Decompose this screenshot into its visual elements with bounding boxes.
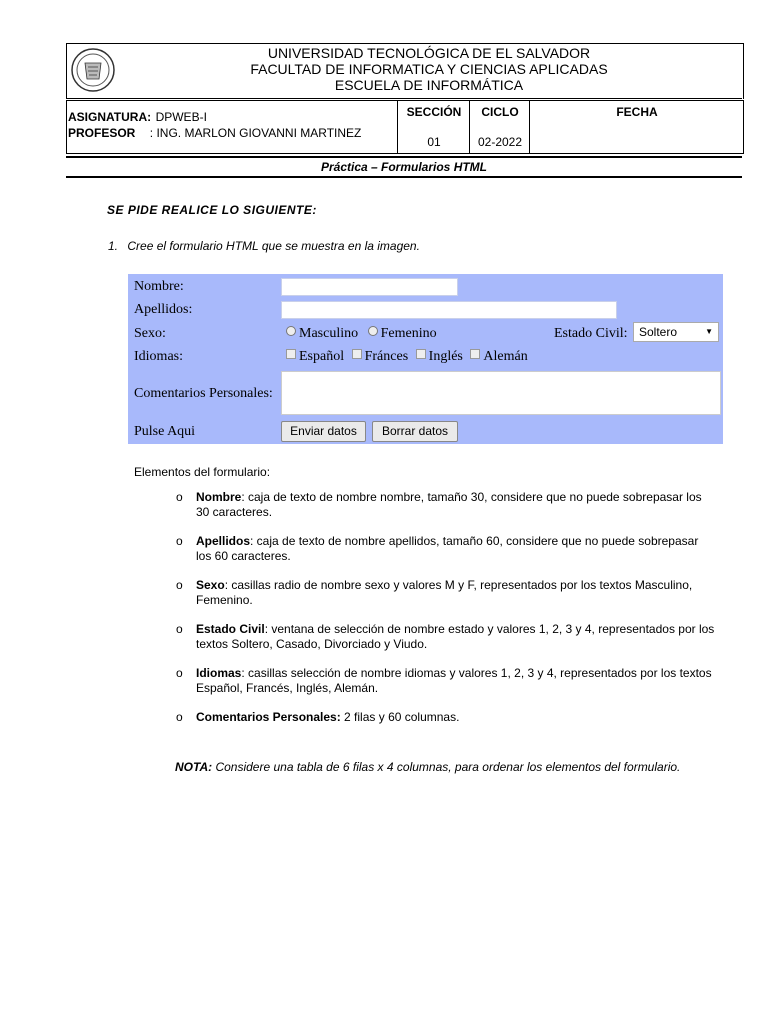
- idiomas-checkbox-group: [286, 349, 528, 365]
- elements-list: [176, 490, 716, 739]
- espanol-label: Español: [299, 349, 345, 364]
- pulse-aqui-label: Pulse Aqui: [134, 424, 196, 439]
- ingles-label: Inglés: [428, 349, 463, 364]
- item-description: : casillas selección de nombre idiomas y valores 1, 2, 3 y 4, representados por los textos Español, Francés, Inglés, Alemán.: [196, 666, 712, 695]
- item-name: Nombre: [196, 490, 242, 504]
- elements-heading: Elementos del formulario:: [134, 465, 271, 479]
- nota-paragraph: [175, 760, 680, 774]
- frances-label: Fránces: [364, 349, 409, 364]
- item-description: 2 filas y 60 columnas.: [340, 710, 460, 724]
- apellidos-label: Apellidos:: [134, 302, 193, 317]
- apellidos-input[interactable]: [281, 301, 617, 319]
- estado-civil-selected: Soltero: [639, 325, 678, 339]
- item-name: Apellidos: [196, 534, 251, 548]
- item-description: : casillas radio de nombre sexo y valores M y F, representados por los textos Masculino, Femenino.: [196, 578, 693, 607]
- enviar-datos-button[interactable]: Enviar datos: [281, 421, 366, 442]
- estado-civil-select[interactable]: [633, 322, 719, 342]
- item-number: 1.: [108, 239, 119, 253]
- profesor-label: PROFESOR: [68, 126, 136, 140]
- nombre-label: Nombre:: [134, 279, 184, 294]
- profesor-value: : ING. MARLON GIOVANNI MARTINEZ: [149, 126, 362, 140]
- item-description: : caja de texto de nombre nombre, tamaño 30, considere que no puede sobrepasar los 30 caracteres.: [196, 490, 702, 519]
- seccion-label: SECCIÓN: [406, 105, 462, 119]
- item-name: Sexo: [196, 578, 225, 592]
- university-seal-icon: [70, 47, 116, 93]
- ciclo-value: 02-2022: [477, 135, 523, 149]
- comentarios-label: Comentarios Personales:: [134, 386, 273, 401]
- asignatura-value: DPWEB-I: [155, 110, 207, 124]
- list-item-sexo: [176, 578, 716, 608]
- borrar-datos-button[interactable]: Borrar datos: [372, 421, 458, 442]
- aleman-checkbox[interactable]: [470, 349, 480, 359]
- masculino-radio[interactable]: [286, 326, 296, 336]
- ingles-checkbox[interactable]: [416, 349, 426, 359]
- femenino-radio[interactable]: [368, 326, 378, 336]
- list-item-nombre: [176, 490, 716, 520]
- nota-label: NOTA:: [175, 760, 213, 774]
- sexo-label: Sexo:: [134, 326, 166, 341]
- fecha-label: FECHA: [616, 105, 658, 119]
- masculino-label: Masculino: [299, 326, 359, 341]
- item-text: Cree el formulario HTML que se muestra en la imagen.: [127, 239, 420, 253]
- nombre-input[interactable]: [281, 278, 458, 296]
- list-item-estado-civil: [176, 622, 716, 652]
- list-item-apellidos: [176, 534, 716, 564]
- bullet: o: [176, 666, 183, 680]
- bullet: o: [176, 578, 183, 592]
- practica-title: Práctica – Formularios HTML: [66, 156, 742, 178]
- university-name: UNIVERSIDAD TECNOLÓGICA DE EL SALVADOR: [267, 45, 591, 61]
- list-item-comentarios: [176, 710, 716, 725]
- institution-title: [116, 45, 742, 93]
- item-description: : caja de texto de nombre apellidos, tamaño 60, considere que no puede sobrepasar los 60 caracteres.: [196, 534, 699, 563]
- bullet: o: [176, 622, 183, 636]
- asignatura-label: ASIGNATURA:: [68, 110, 152, 124]
- femenino-label: Femenino: [380, 326, 437, 341]
- list-item-idiomas: [176, 666, 716, 696]
- bullet: o: [176, 534, 183, 548]
- item-description: : ventana de selección de nombre estado y valores 1, 2, 3 y 4, representados por los textos Soltero, Casado, Divorciado y Viudo.: [196, 622, 715, 651]
- seccion-value: 01: [427, 135, 441, 149]
- espanol-checkbox[interactable]: [286, 349, 296, 359]
- comentarios-textarea[interactable]: [281, 371, 721, 415]
- item-name: Idiomas: [196, 666, 242, 680]
- item-name: Estado Civil: [196, 622, 265, 636]
- idiomas-label: Idiomas:: [134, 349, 183, 364]
- bullet: o: [176, 490, 183, 504]
- ciclo-label: CICLO: [481, 105, 519, 119]
- instruction-item-1: [108, 239, 420, 253]
- faculty-name: FACULTAD DE INFORMATICA Y CIENCIAS APLICADAS: [250, 61, 608, 77]
- bullet: o: [176, 710, 183, 724]
- instructions-heading: SE PIDE REALICE LO SIGUIENTE:: [107, 203, 317, 217]
- item-name: Comentarios Personales:: [196, 710, 341, 724]
- aleman-label: Alemán: [483, 349, 528, 364]
- sample-form: [128, 274, 723, 444]
- sexo-radio-group: [286, 326, 437, 342]
- course-info-table: [66, 100, 744, 154]
- chevron-down-icon: ▼: [705, 327, 713, 336]
- school-name: ESCUELA DE INFORMÁTICA: [334, 77, 524, 93]
- nota-text: Considere una tabla de 6 filas x 4 columnas, para ordenar los elementos del formulario.: [212, 760, 681, 774]
- header-divider: [66, 98, 742, 99]
- frances-checkbox[interactable]: [352, 349, 362, 359]
- estado-civil-label: Estado Civil:: [554, 326, 628, 341]
